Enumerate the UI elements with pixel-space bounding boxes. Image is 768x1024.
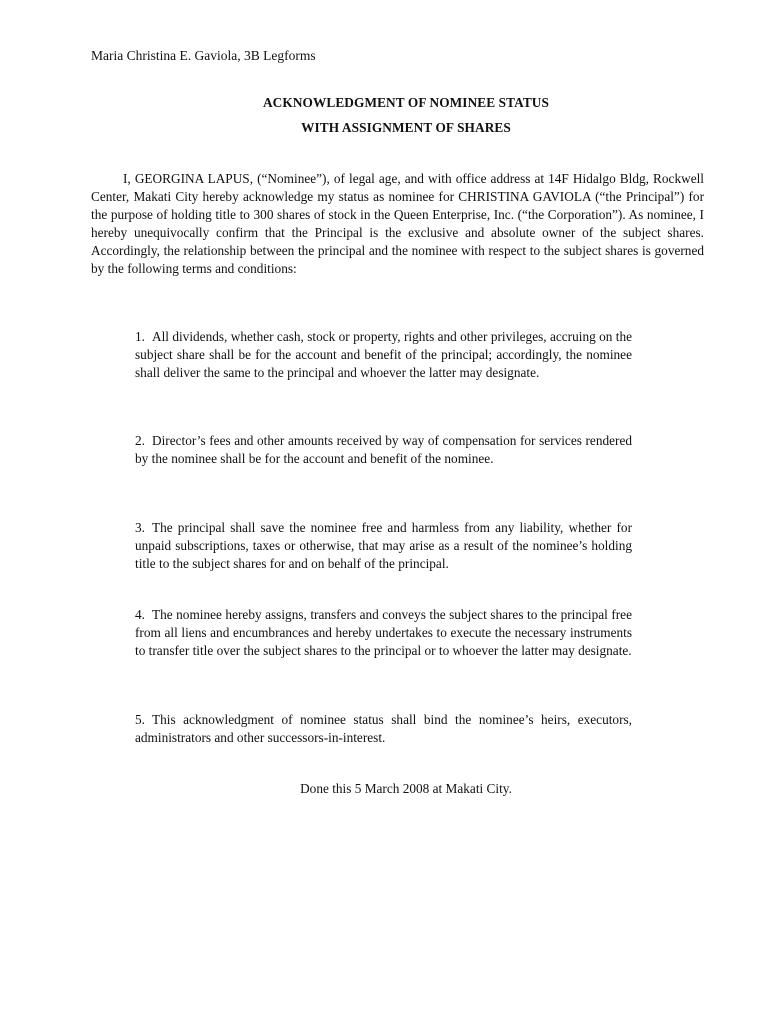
term-text: Director’s fees and other amounts received by way of compensation for services rendered by the nominee shall be for the account and benefit of the nominee. [135,433,632,466]
term-number: 3. [135,520,145,535]
term-item-3 [135,519,632,573]
term-text: The nominee hereby assigns, transfers and conveys the subject shares to the principal free from all liens and encumbrances and hereby undertakes to execute the necessary instruments to transfer title over the subject shares to the principal or to whoever the latter may designate. [135,607,632,658]
term-item-2 [135,432,632,468]
closing-line: Done this 5 March 2008 at Makati City. [300,781,512,796]
term-number: 5. [135,712,145,727]
document-title-line-1: ACKNOWLEDGMENT OF NOMINEE STATUS [262,95,550,110]
term-number: 2. [135,433,145,448]
term-text: All dividends, whether cash, stock or property, rights and other privileges, accruing on the subject share shall be for the account and benefit of the principal; accordingly, the nominee shall deliver the same to the principal and whoever the latter may designate. [135,329,632,380]
term-item-1 [135,328,632,382]
term-item-4 [135,606,632,660]
term-text: The principal shall save the nominee free and harmless from any liability, whether for unpaid subscriptions, taxes or otherwise, that may arise as a result of the nominee’s holding title to the subject shares for and on behalf of the principal. [135,520,632,571]
term-number: 1. [135,329,145,344]
intro-paragraph: I, GEORGINA LAPUS, (“Nominee”), of legal age, and with office address at 14F Hidalgo Bldg, Rockwell Center, Makati City hereby acknowledge my status as nominee for CHRISTINA GAVIOLA (“the Principal”) for the purpose of holding title to 300 shares of stock in the Queen Enterprise, Inc. (“the Corporation”). As nominee, I hereby unequivocally confirm that the Principal is the exclusive and absolute owner of the subject shares. Accordingly, the relationship between the principal and the nominee with respect to the subject shares is governed by the following terms and conditions: [91,171,704,276]
term-item-5 [135,711,632,747]
term-number: 4. [135,607,145,622]
document-title-line-2: WITH ASSIGNMENT OF SHARES [301,120,511,135]
term-text: This acknowledgment of nominee status shall bind the nominee’s heirs, executors, administrators and other successors-in-interest. [135,712,632,745]
author-line: Maria Christina E. Gaviola, 3B Legforms [91,48,316,63]
